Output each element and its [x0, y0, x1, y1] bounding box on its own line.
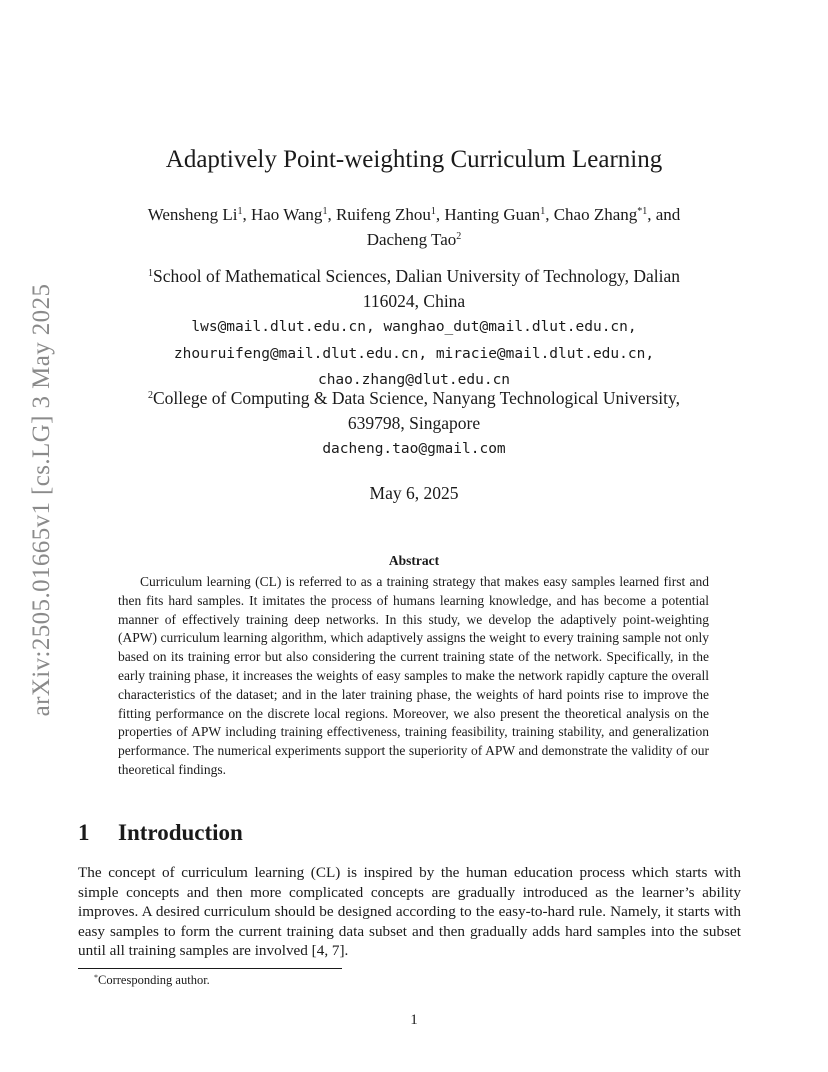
email-line: zhouruifeng@mail.dlut.edu.cn, miracie@mail.dlut.edu.cn,	[173, 345, 655, 362]
author-affil-mark: 2	[456, 231, 462, 242]
author-list: Wensheng Li$^1$, Hao Wang$^1$, Ruifeng Zhou$^1$, Hanting Guan$^1$, Chao Zhang$^{*1}$, and Dacheng Tao$^2$	[147, 205, 681, 249]
affiliation-line: 116024, China	[362, 290, 466, 311]
section-title: Introduction	[118, 820, 243, 845]
email-line: chao.zhang@dlut.edu.cn	[317, 372, 511, 388]
abstract-heading: Abstract	[388, 553, 440, 568]
section-number: 1	[78, 820, 90, 845]
footnote	[94, 973, 210, 988]
section-heading	[78, 820, 243, 846]
affiliation-line: College of Computing & Data Science, Nanyang Technological University,	[152, 388, 681, 408]
author-name: Ruifeng Zhou	[335, 205, 431, 224]
email-line: lws@mail.dlut.edu.cn, wanghao_dut@mail.dlut.edu.cn,	[191, 319, 637, 335]
affiliation-line: 639798, Singapore	[347, 412, 481, 433]
author-affil-mark: 1	[322, 206, 328, 217]
arxiv-identifier: arXiv:2505.01665v1 [cs.LG] 3 May 2025	[28, 283, 55, 717]
affiliation-2	[60, 386, 768, 462]
affiliation-mark: 2	[147, 390, 153, 401]
introduction-paragraph: The concept of curriculum learning (CL) is inspired by the human education process which starts with simple concepts and then more complicated concepts are gradually introduced as the learner’s ability improves. A desired curriculum should be designed according to the easy-to-hard rule. Namely, it starts with easy samples to form the current training data subset and then gradually adds hard samples into the subset until all training samples are involved [4, 7].	[78, 864, 741, 960]
affiliation-line: School of Mathematical Sciences, Dalian University of Technology, Dalian	[152, 266, 681, 286]
author-name: Dacheng Tao	[366, 230, 457, 249]
author-name: Hao Wang	[250, 205, 323, 224]
affiliation-mark: 1	[147, 268, 153, 279]
footnote-mark: *	[94, 973, 98, 982]
author-affil-mark: *1	[637, 206, 648, 217]
abstract-body: Curriculum learning (CL) is referred to as a training strategy that makes easy samples learned first and then fits hard samples. It imitates the process of humans learning knowledge, and has become a potential manner of effectively training deep networks. In this study, we develop the adaptively point-weighting (APW) curriculum learning algorithm, which adaptively assigns the weight to every training sample not only based on its training error but also considering the current training state of the network. Specifically, in the early training phase, it increases the weights of easy samples to make the network rapidly capture the overall characteristics of the dataset; and in the later training phase, the weights of hard points rise to improve the fitting performance on the discrete local regions. Moreover, we also present the theoretical analysis on the properties of APW including training effectiveness, training feasibility, training stability, and generalization performance. The numerical experiments support the superiority of APW and demonstrate the validity of our theoretical findings.	[118, 574, 709, 777]
footnote-rule	[78, 968, 342, 969]
publication-date: May 6, 2025	[369, 483, 459, 503]
author-name: Chao Zhang	[553, 205, 638, 224]
footnote-text: Corresponding author.	[98, 973, 210, 987]
email-line: dacheng.tao@gmail.com	[322, 441, 506, 457]
author-affil-mark: 1	[540, 206, 546, 217]
author-joiner: , and	[647, 205, 681, 224]
page-number: 1	[410, 1012, 418, 1028]
author-name: Hanting Guan	[444, 205, 541, 224]
affiliation-1	[60, 264, 768, 393]
author-affil-mark: 1	[237, 206, 243, 217]
author-affil-mark: 1	[430, 206, 436, 217]
paper-title: Adaptively Point-weighting Curriculum Learning	[165, 146, 663, 173]
author-name: Wensheng Li	[147, 205, 238, 224]
